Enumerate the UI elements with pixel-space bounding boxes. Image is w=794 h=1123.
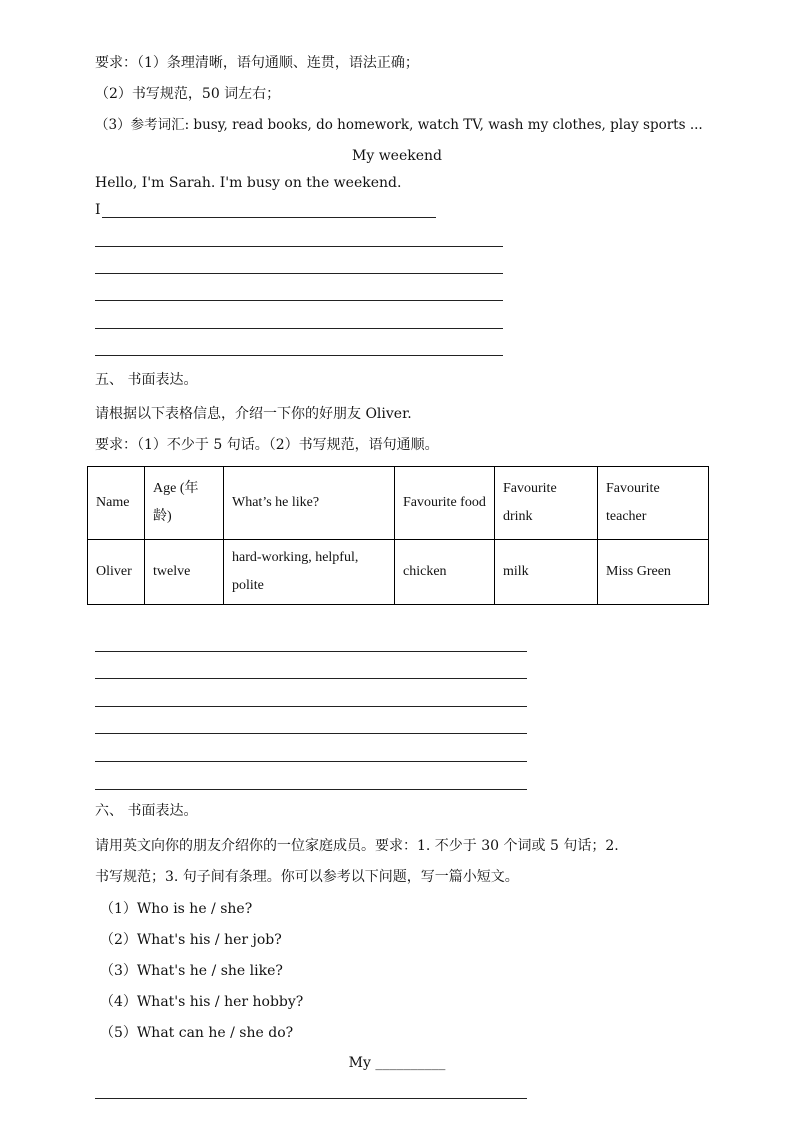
writing-line[interactable] [95, 300, 503, 301]
section-6-instruction-2: 书写规范；3. 句子间有条理。你可以参考以下问题，写一篇小短文。 [95, 869, 519, 885]
table-header-cell: Name [88, 467, 145, 540]
table-cell: chicken [395, 540, 495, 605]
section-6-instruction-1: 请用英文向你的朋友介绍你的一位家庭成员。要求：1. 不少于 30 个词或 5 句话；2. [95, 838, 619, 854]
writing-line[interactable] [95, 1098, 527, 1099]
table-header-cell: Age (年龄) [145, 467, 224, 540]
guide-question: （5）What can he / she do? [100, 1025, 294, 1041]
writing-line[interactable] [95, 355, 503, 356]
table-cell: Miss Green [598, 540, 709, 605]
table-header-row [88, 467, 709, 540]
writing-line[interactable] [95, 273, 503, 274]
table-header-cell: Favourite drink [495, 467, 598, 540]
table-row [88, 540, 709, 605]
writing-line[interactable] [95, 678, 527, 679]
section-5-instruction: 请根据以下表格信息，介绍一下你的好朋友 Oliver. [95, 406, 412, 422]
requirement-line-1: 要求：（1）条理清晰，语句通顺、连贯，语法正确； [95, 55, 419, 71]
requirement-line-3: （3）参考词汇: busy, read books, do homework, watch TV, wash my clothes, play sports ... [95, 117, 703, 133]
guide-question: （1）Who is he / she? [100, 901, 253, 917]
table-header-cell: Favourite teacher [598, 467, 709, 540]
info-table [87, 466, 709, 605]
section-5-requirement: 要求：（1）不少于 5 句话。（2）书写规范，语句通顺。 [95, 437, 439, 453]
essay-opening-sentence: Hello, I'm Sarah. I'm busy on the weekend. [95, 175, 402, 191]
guide-question: （2）What's his / her job? [100, 932, 282, 948]
writing-line[interactable] [95, 733, 527, 734]
writing-line[interactable] [95, 328, 503, 329]
writing-line[interactable] [95, 246, 503, 247]
essay-title-weekend: My weekend [352, 148, 442, 164]
guide-question: （4）What's his / her hobby? [100, 994, 304, 1010]
table-cell: Oliver [88, 540, 145, 605]
essay-start-word: I [95, 202, 101, 218]
section-6-heading: 六、 书面表达。 [95, 803, 198, 819]
writing-line[interactable] [95, 761, 527, 762]
requirement-line-2: （2）书写规范，50 词左右； [95, 86, 281, 102]
essay-title-family: My __________ [348, 1055, 446, 1071]
table-header-cell: What’s he like? [224, 467, 395, 540]
writing-line[interactable] [95, 651, 527, 652]
table-cell: hard-working, helpful, polite [224, 540, 395, 605]
writing-line[interactable] [95, 706, 527, 707]
table-cell: milk [495, 540, 598, 605]
guide-question: （3）What's he / she like? [100, 963, 283, 979]
table-cell: twelve [145, 540, 224, 605]
table-header-cell: Favourite food [395, 467, 495, 540]
writing-line[interactable] [102, 217, 436, 218]
section-5-heading: 五、 书面表达。 [95, 372, 198, 388]
writing-line[interactable] [95, 789, 527, 790]
